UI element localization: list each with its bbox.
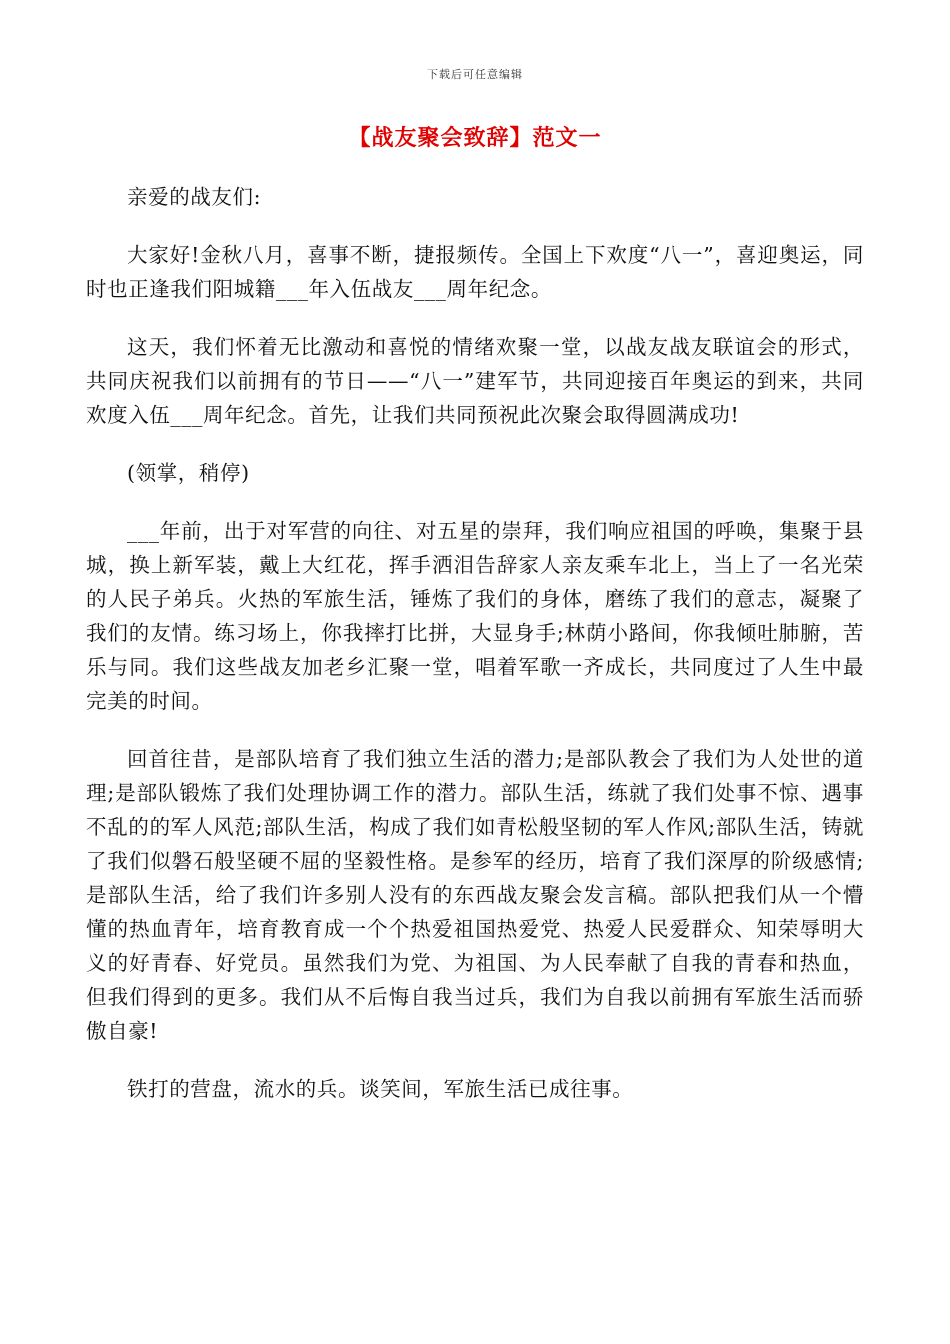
body-paragraph: 这天，我们怀着无比激动和喜悦的情绪欢聚一堂，以战友战友联谊会的形式，共同庆祝我们以前拥有的节日——“八一”建军节，共同迎接百年奥运的到来，共同欢度入伍___周年纪念。首先，让我们共同预祝此次聚会取得圆满成功! (86, 335, 864, 427)
document-body (86, 180, 864, 1130)
document-title: 【战友聚会致辞】范文一 (348, 125, 602, 151)
body-paragraph: 回首往昔，是部队培育了我们独立生活的潜力;是部队教会了我们为人处世的道理;是部队锻炼了我们处理协调工作的潜力。部队生活，练就了我们处事不惊、遇事不乱的的军人风范;部队生活，构成了我们如青松般坚韧的军人作风;部队生活，铸就了我们似磐石般坚硬不屈的坚毅性格。是参军的经历，培育了我们深厚的阶级感情;是部队生活，给了我们许多别人没有的东西战友聚会发言稿。部队把我们从一个懵懂的热血青年，培育教育成一个个热爱祖国热爱党、热爱人民爱群众、知荣辱明大义的好青春、好党员。虽然我们为党、为祖国、为人民奉献了自我的青春和热血，但我们得到的更多。我们从不后悔自我当过兵，我们为自我以前拥有军旅生活而骄傲自豪! (86, 747, 864, 1043)
header-note: 下载后可任意编辑 (427, 68, 523, 81)
body-paragraph: 大家好!金秋八月，喜事不断，捷报频传。全国上下欢度“八一”，喜迎奥运，同时也正逢我们阳城籍___年入伍战友___周年纪念。 (86, 243, 864, 301)
stage-direction-paragraph: (领掌，稍停) (127, 461, 250, 485)
salutation-paragraph: 亲爱的战友们: (127, 185, 262, 209)
body-paragraph: 铁打的营盘，流水的兵。谈笑间，军旅生活已成往事。 (127, 1077, 634, 1101)
body-paragraph: ___年前，出于对军营的向往、对五星的崇拜，我们响应祖国的呼唤，集聚于县城，换上新军装，戴上大红花，挥手洒泪告辞家人亲友乘车北上，当上了一名光荣的人民子弟兵。火热的军旅生活，锤炼了我们的身体，磨练了我们的意志，凝聚了我们的友情。练习场上，你我摔打比拼，大显身手;林荫小路间，你我倾吐肺腑，苦乐与同。我们这些战友加老乡汇聚一堂，唱着军歌一齐成长，共同度过了人生中最完美的时间。 (86, 519, 864, 713)
